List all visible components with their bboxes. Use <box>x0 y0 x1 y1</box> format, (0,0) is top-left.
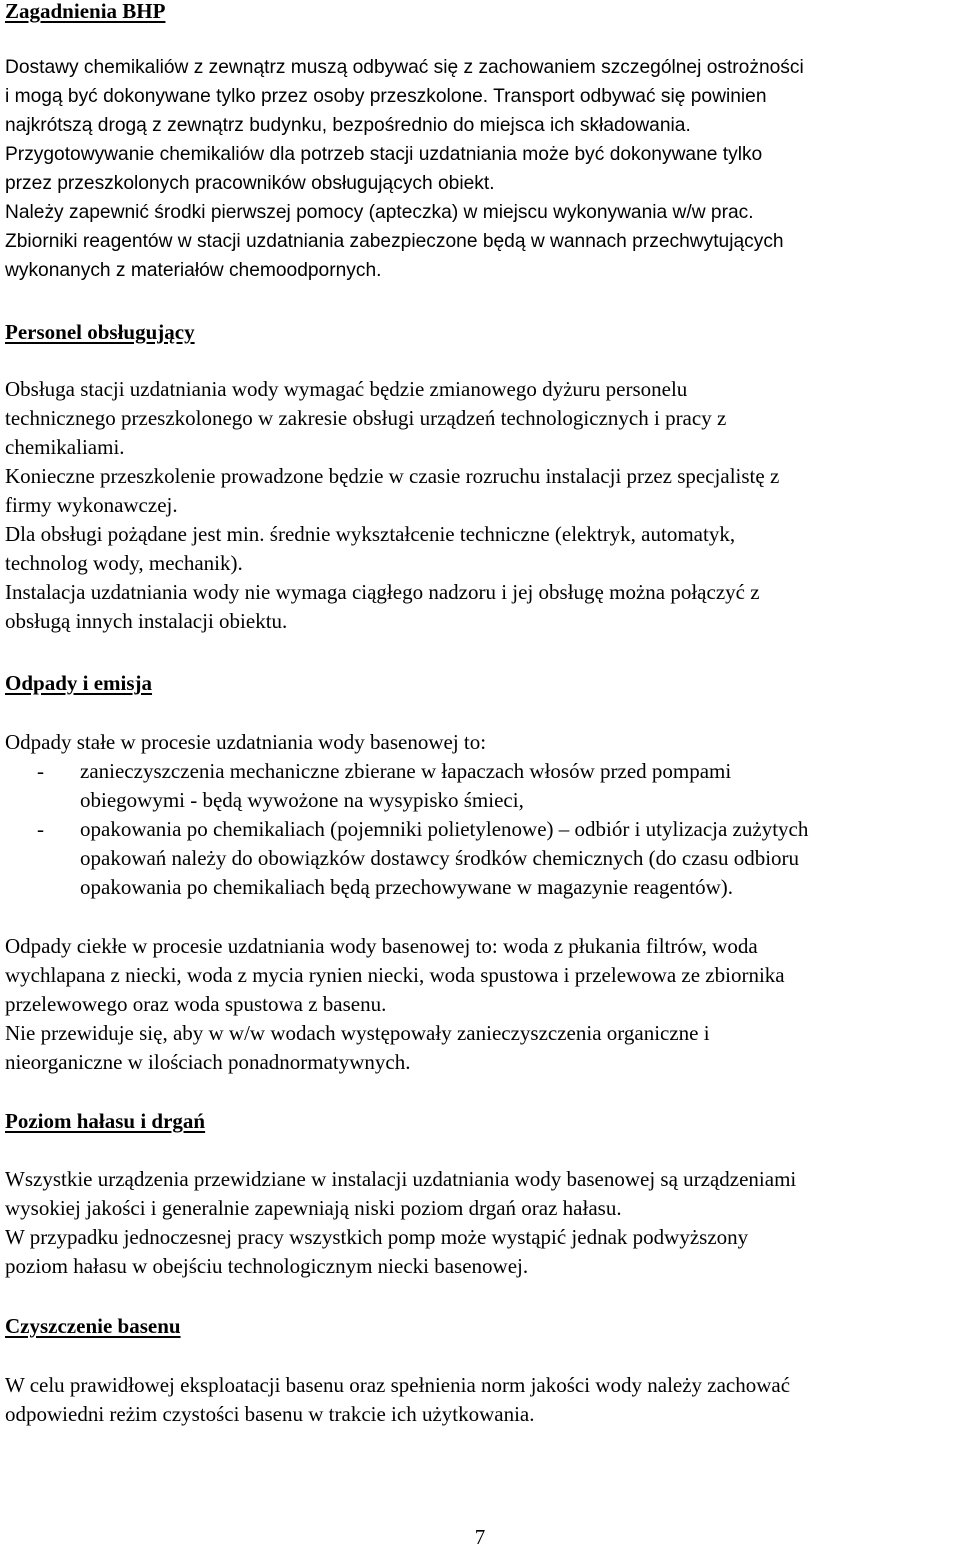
paragraph-odpady-ciekle <box>5 932 785 1077</box>
text-line: przez przeszkolonych pracowników obsługujących obiekt. <box>5 173 495 194</box>
text-line: wychlapana z niecki, woda z mycia rynien niecki, woda spustowa i przelewowa ze zbiornika <box>5 963 785 987</box>
odpady-bullet-list <box>5 757 808 902</box>
text-line: opakowania po chemikaliach (pojemniki polietylenowe) – odbiór i utylizacja zużytych <box>80 817 809 841</box>
heading-odpady: Odpady i emisja <box>5 671 153 695</box>
text-line: i mogą być dokonywane tylko przez osoby przeszkolone. Transport odbywać się powinien <box>5 86 767 107</box>
text-line: Należy zapewnić środki pierwszej pomocy (apteczka) w miejscu wykonywania w/w prac. <box>5 202 754 223</box>
heading-bhp: Zagadnienia BHP <box>5 0 166 23</box>
text-line: Dla obsługi pożądane jest min. średnie wykształcenie techniczne (elektryk, automatyk, <box>5 522 736 546</box>
text-line: Dostawy chemikaliów z zewnątrz muszą odbywać się z zachowaniem szczególnej ostrożności <box>5 57 804 78</box>
text-line: chemikaliami. <box>5 435 125 459</box>
text-line: opakowania po chemikaliach będą przechowywane w magazynie reagentów). <box>80 875 734 899</box>
text-line: W przypadku jednoczesnej pracy wszystkich pomp może wystąpić jednak podwyższony <box>5 1225 749 1249</box>
text-line: Zbiorniki reagentów w stacji uzdatniania zabezpieczone będą w wannach przechwytujących <box>5 231 784 252</box>
text-line: Nie przewiduje się, aby w w/w wodach występowały zanieczyszczenia organiczne i <box>5 1021 710 1045</box>
text-line: Konieczne przeszkolenie prowadzone będzie w czasie rozruchu instalacji przez specjalistę z <box>5 464 780 488</box>
text-line: odpowiedni reżim czystości basenu w trakcie ich użytkowania. <box>5 1402 535 1426</box>
paragraph-odpady-intro: Odpady stałe w procesie uzdatniania wody basenowej to: <box>5 730 487 754</box>
list-item <box>5 757 808 815</box>
paragraph-personel <box>5 375 779 636</box>
text-line: najkrótszą drogą z zewnątrz budynku, bezpośrednio do miejsca ich składowania. <box>5 115 691 136</box>
text-line: Odpady ciekłe w procesie uzdatniania wody basenowej to: woda z płukania filtrów, woda <box>5 934 758 958</box>
text-line: Przygotowywanie chemikaliów dla potrzeb stacji uzdatniania może być dokonywane tylko <box>5 144 763 165</box>
text-line: obiegowymi - będą wywożone na wysypisko śmieci, <box>80 788 524 812</box>
heading-personel: Personel obsługujący <box>5 320 195 344</box>
text-line: zanieczyszczenia mechaniczne zbierane w łapaczach włosów przed pompami <box>80 759 732 783</box>
paragraph-bhp <box>5 53 804 285</box>
dash-bullet: - <box>37 817 44 841</box>
text-line: wykonanych z materiałów chemoodpornych. <box>5 260 382 281</box>
text-line: przelewowego oraz woda spustowa z basenu. <box>5 992 387 1016</box>
text-line: technicznego przeszkolonego w zakresie obsługi urządzeń technologicznych i pracy z <box>5 406 727 430</box>
text-line: firmy wykonawczej. <box>5 493 178 517</box>
text-line: poziom hałasu w obejściu technologicznym niecki basenowej. <box>5 1254 529 1278</box>
page-number: 7 <box>474 1525 486 1549</box>
heading-czyszczenie: Czyszczenie basenu <box>5 1314 181 1338</box>
text-line: Wszystkie urządzenia przewidziane w instalacji uzdatniania wody basenowej są urządzeniami <box>5 1167 797 1191</box>
dash-bullet: - <box>37 759 44 783</box>
paragraph-halas <box>5 1165 796 1281</box>
text-line: wysokiej jakości i generalnie zapewniają niski poziom drgań oraz hałasu. <box>5 1196 622 1220</box>
text-line: nieorganiczne w ilościach ponadnormatywnych. <box>5 1050 411 1074</box>
heading-halas: Poziom hałasu i drgań <box>5 1109 206 1133</box>
text-line: obsługą innych instalacji obiektu. <box>5 609 288 633</box>
text-line: Instalacja uzdatniania wody nie wymaga ciągłego nadzoru i jej obsługę można połączyć z <box>5 580 760 604</box>
text-line: technolog wody, mechanik). <box>5 551 243 575</box>
list-item <box>5 815 808 902</box>
paragraph-czyszczenie <box>5 1371 790 1429</box>
text-line: opakowań należy do obowiązków dostawcy środków chemicznych (do czasu odbioru <box>80 846 800 870</box>
text-line: W celu prawidłowej eksploatacji basenu oraz spełnienia norm jakości wody należy zachować <box>5 1373 791 1397</box>
text-line: Obsługa stacji uzdatniania wody wymagać będzie zmianowego dyżuru personelu <box>5 377 688 401</box>
